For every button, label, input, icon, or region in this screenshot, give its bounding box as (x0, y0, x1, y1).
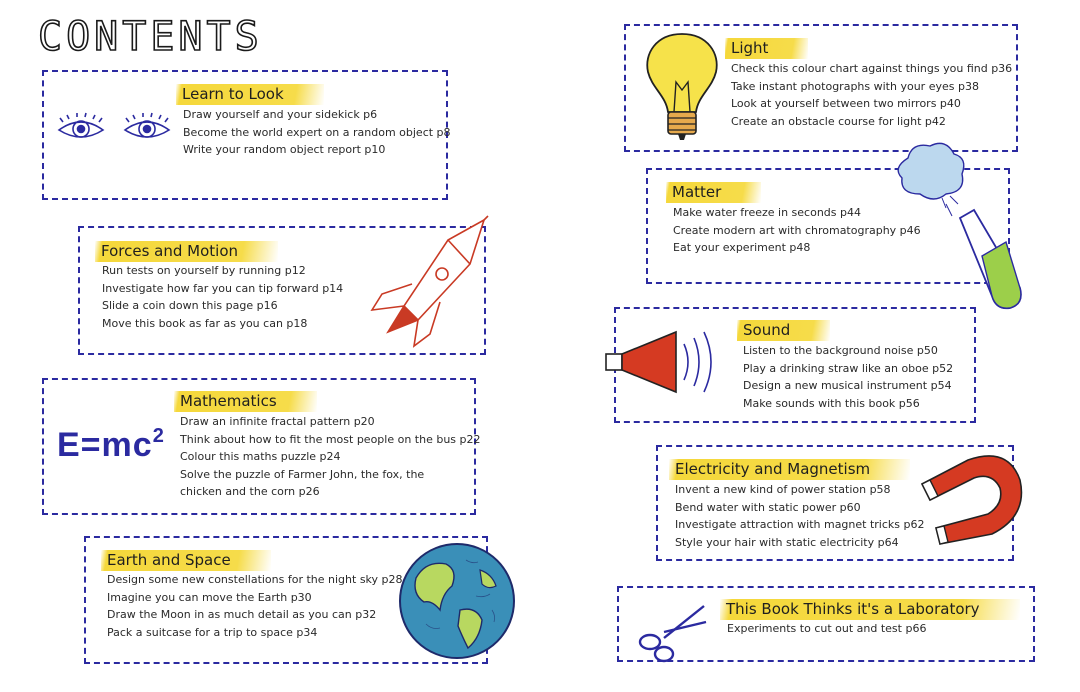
list-item[interactable]: Draw the Moon in as much detail as you can p32 (107, 608, 377, 621)
list-item[interactable]: Colour this maths puzzle p24 (180, 450, 341, 463)
formula-exponent: 2 (152, 425, 165, 447)
section-heading-forces-and-motion: Forces and Motion (95, 241, 278, 262)
list-item[interactable]: Play a drinking straw like an oboe p52 (743, 361, 954, 375)
list-item[interactable]: Investigate how far you can tip forward p14 (102, 281, 344, 295)
section-heading-learn-to-look: Learn to Look (176, 84, 324, 105)
section-heading-earth-and-space: Earth and Space (101, 550, 271, 571)
list-item[interactable]: Eat your experiment p48 (673, 241, 811, 254)
eyes-icon (55, 112, 175, 146)
section-items-light (731, 60, 1012, 130)
list-item[interactable]: Slide a coin down this page p16 (102, 299, 278, 312)
formula-base: E=mc (57, 426, 153, 464)
list-item[interactable]: Draw yourself and your sidekick p6 (183, 108, 378, 121)
list-item[interactable]: Pack a suitcase for a trip to space p34 (107, 625, 318, 639)
list-item[interactable]: Move this book as far as you can p18 (102, 316, 308, 330)
list-item[interactable]: Think about how to fit the most people on the bus p22 (180, 432, 481, 446)
section-items-learn-to-look (183, 106, 451, 159)
section-items-electricity-and-magnetism (675, 481, 924, 551)
rocket-icon (352, 214, 502, 354)
list-item[interactable]: Look at yourself between two mirrors p40 (731, 97, 961, 110)
list-item[interactable]: Listen to the background noise p50 (743, 344, 938, 357)
section-items-mathematics (180, 413, 481, 501)
list-item[interactable]: Write your random object report p10 (183, 143, 386, 156)
section-heading-light: Light (725, 38, 808, 59)
list-item[interactable]: Make sounds with this book p56 (743, 396, 920, 410)
list-item[interactable]: Investigate attraction with magnet tricks p62 (675, 518, 925, 531)
list-item[interactable]: Imagine you can move the Earth p30 (107, 590, 312, 604)
list-item[interactable]: Style your hair with static electricity p64 (675, 535, 899, 549)
list-item[interactable]: Invent a new kind of power station p58 (675, 483, 891, 496)
list-item[interactable]: Design a new musical instrument p54 (743, 379, 952, 392)
section-heading-electricity-and-magnetism: Electricity and Magnetism (669, 459, 910, 480)
list-item[interactable]: Become the world expert on a random object p8 (183, 125, 451, 139)
list-item[interactable]: Solve the puzzle of Farmer John, the fox, the chicken and the corn p26 (180, 467, 425, 498)
section-heading-matter: Matter (666, 182, 761, 203)
list-item[interactable]: Design some new constellations for the night sky p28 (107, 573, 403, 586)
section-items-laboratory (727, 620, 926, 638)
megaphone-icon (604, 326, 730, 396)
section-heading-mathematics: Mathematics (174, 391, 317, 412)
list-item[interactable]: Create modern art with chromatography p46 (673, 223, 921, 237)
list-item[interactable]: Draw an infinite fractal pattern p20 (180, 415, 375, 428)
globe-icon (396, 540, 518, 662)
section-heading-sound: Sound (737, 320, 830, 341)
lightbulb-icon (638, 30, 726, 142)
magnet-icon (912, 450, 1026, 550)
section-heading-laboratory: This Book Thinks it's a Laboratory (720, 599, 1020, 620)
list-item[interactable]: Bend water with static power p60 (675, 500, 861, 514)
list-item[interactable]: Check this colour chart against things you find p36 (731, 62, 1013, 75)
section-items-matter (673, 204, 921, 257)
list-item[interactable]: Create an obstacle course for light p42 (731, 114, 946, 128)
list-item[interactable]: Make water freeze in seconds p44 (673, 206, 861, 219)
list-item[interactable]: Run tests on yourself by running p12 (102, 264, 306, 277)
section-items-sound (743, 342, 953, 412)
list-item[interactable]: Take instant photographs with your eyes p38 (731, 79, 979, 93)
page-title: CONTENTS (38, 14, 263, 60)
section-items-earth-and-space (107, 571, 403, 641)
scissors-icon (634, 602, 710, 666)
section-items-forces-and-motion (102, 262, 343, 332)
formula-emc2 (57, 425, 165, 465)
list-item[interactable]: Experiments to cut out and test p66 (727, 622, 927, 635)
test-tube-icon (888, 138, 1028, 318)
